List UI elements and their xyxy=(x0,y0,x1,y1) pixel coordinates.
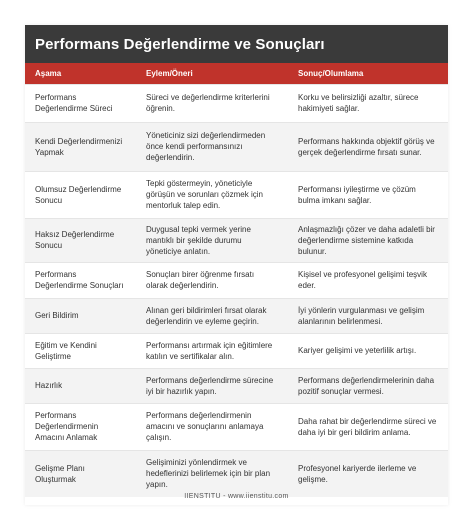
cell-stage: Performans Değerlendirme Süreci xyxy=(25,84,136,122)
cell-stage: Eğitim ve Kendini Geliştirme xyxy=(25,333,136,368)
cell-stage: Geri Bildirim xyxy=(25,298,136,333)
table-row xyxy=(25,403,448,450)
cell-result: Kariyer gelişimi ve yeterlilik artışı. xyxy=(288,333,448,368)
cell-stage: Kendi Değerlendirmenizi Yapmak xyxy=(25,122,136,171)
table-row xyxy=(25,368,448,403)
cell-stage: Performans Değerlendirme Sonuçları xyxy=(25,262,136,298)
column-header-stage: Aşama xyxy=(25,63,136,84)
page-title: Performans Değerlendirme ve Sonuçları xyxy=(35,35,325,53)
footer xyxy=(25,487,448,505)
table-header xyxy=(25,63,448,84)
cell-result: İyi yönlerin vurgulanması ve gelişim alanlarının belirlenmesi. xyxy=(288,298,448,333)
cell-result: Performans değerlendirmelerinin daha pozitif sonuçlar vermesi. xyxy=(288,368,448,403)
data-table xyxy=(25,63,448,497)
column-header-result: Sonuç/Olumlama xyxy=(288,63,448,84)
cell-stage: Hazırlık xyxy=(25,368,136,403)
cell-action: Gelişiminizi yönlendirmek ve hedeflerinizi belirlemek için bir plan yapın. xyxy=(136,450,288,497)
table-card xyxy=(25,25,448,505)
cell-result: Anlaşmazlığı çözer ve daha adaletli bir değerlendirme sistemine katkıda bulunur. xyxy=(288,218,448,262)
cell-result: Performansı iyileştirme ve çözüm bulma imkanı sağlar. xyxy=(288,171,448,218)
cell-action: Yöneticiniz sizi değerlendirmeden önce kendi performansınızı değerlendirin. xyxy=(136,122,288,171)
table-row xyxy=(25,298,448,333)
footer-text: IIENSTITU - www.iienstitu.com xyxy=(184,492,289,500)
cell-result: Kişisel ve profesyonel gelişimi teşvik eder. xyxy=(288,262,448,298)
table-row xyxy=(25,218,448,262)
cell-action: Performansı artırmak için eğitimlere katılın ve sertifikalar alın. xyxy=(136,333,288,368)
cell-result: Profesyonel kariyerde ilerleme ve gelişme. xyxy=(288,450,448,497)
cell-action: Süreci ve değerlendirme kriterlerini öğrenin. xyxy=(136,84,288,122)
cell-result: Daha rahat bir değerlendirme süreci ve daha iyi bir geri bildirim anlama. xyxy=(288,403,448,450)
cell-action: Duygusal tepki vermek yerine mantıklı bir şekilde durumu yöneticiye anlatın. xyxy=(136,218,288,262)
cell-action: Performans değerlendirmenin amacını ve sonuçlarını anlamaya çalışın. xyxy=(136,403,288,450)
table-row xyxy=(25,171,448,218)
cell-stage: Gelişme Planı Oluşturmak xyxy=(25,450,136,497)
cell-action: Sonuçları birer öğrenme fırsatı olarak değerlendirin. xyxy=(136,262,288,298)
cell-stage: Olumsuz Değerlendirme Sonucu xyxy=(25,171,136,218)
column-header-action: Eylem/Öneri xyxy=(136,63,288,84)
cell-stage: Performans Değerlendirmenin Amacını Anlamak xyxy=(25,403,136,450)
table-row xyxy=(25,333,448,368)
cell-action: Tepki göstermeyin, yöneticiyle görüşün ve sorunları çözmek için mentorluk talep edin. xyxy=(136,171,288,218)
cell-stage: Haksız Değerlendirme Sonucu xyxy=(25,218,136,262)
table-body xyxy=(25,84,448,497)
cell-result: Performans hakkında objektif görüş ve gerçek değerlendirme fırsatı sunar. xyxy=(288,122,448,171)
title-bar xyxy=(25,25,448,63)
cell-result: Korku ve belirsizliği azaltır, sürece hakimiyeti sağlar. xyxy=(288,84,448,122)
table-row xyxy=(25,84,448,122)
cell-action: Performans değerlendirme sürecine iyi bir hazırlık yapın. xyxy=(136,368,288,403)
table-row xyxy=(25,122,448,171)
table-row xyxy=(25,262,448,298)
cell-action: Alınan geri bildirimleri fırsat olarak değerlendirin ve eyleme geçirin. xyxy=(136,298,288,333)
